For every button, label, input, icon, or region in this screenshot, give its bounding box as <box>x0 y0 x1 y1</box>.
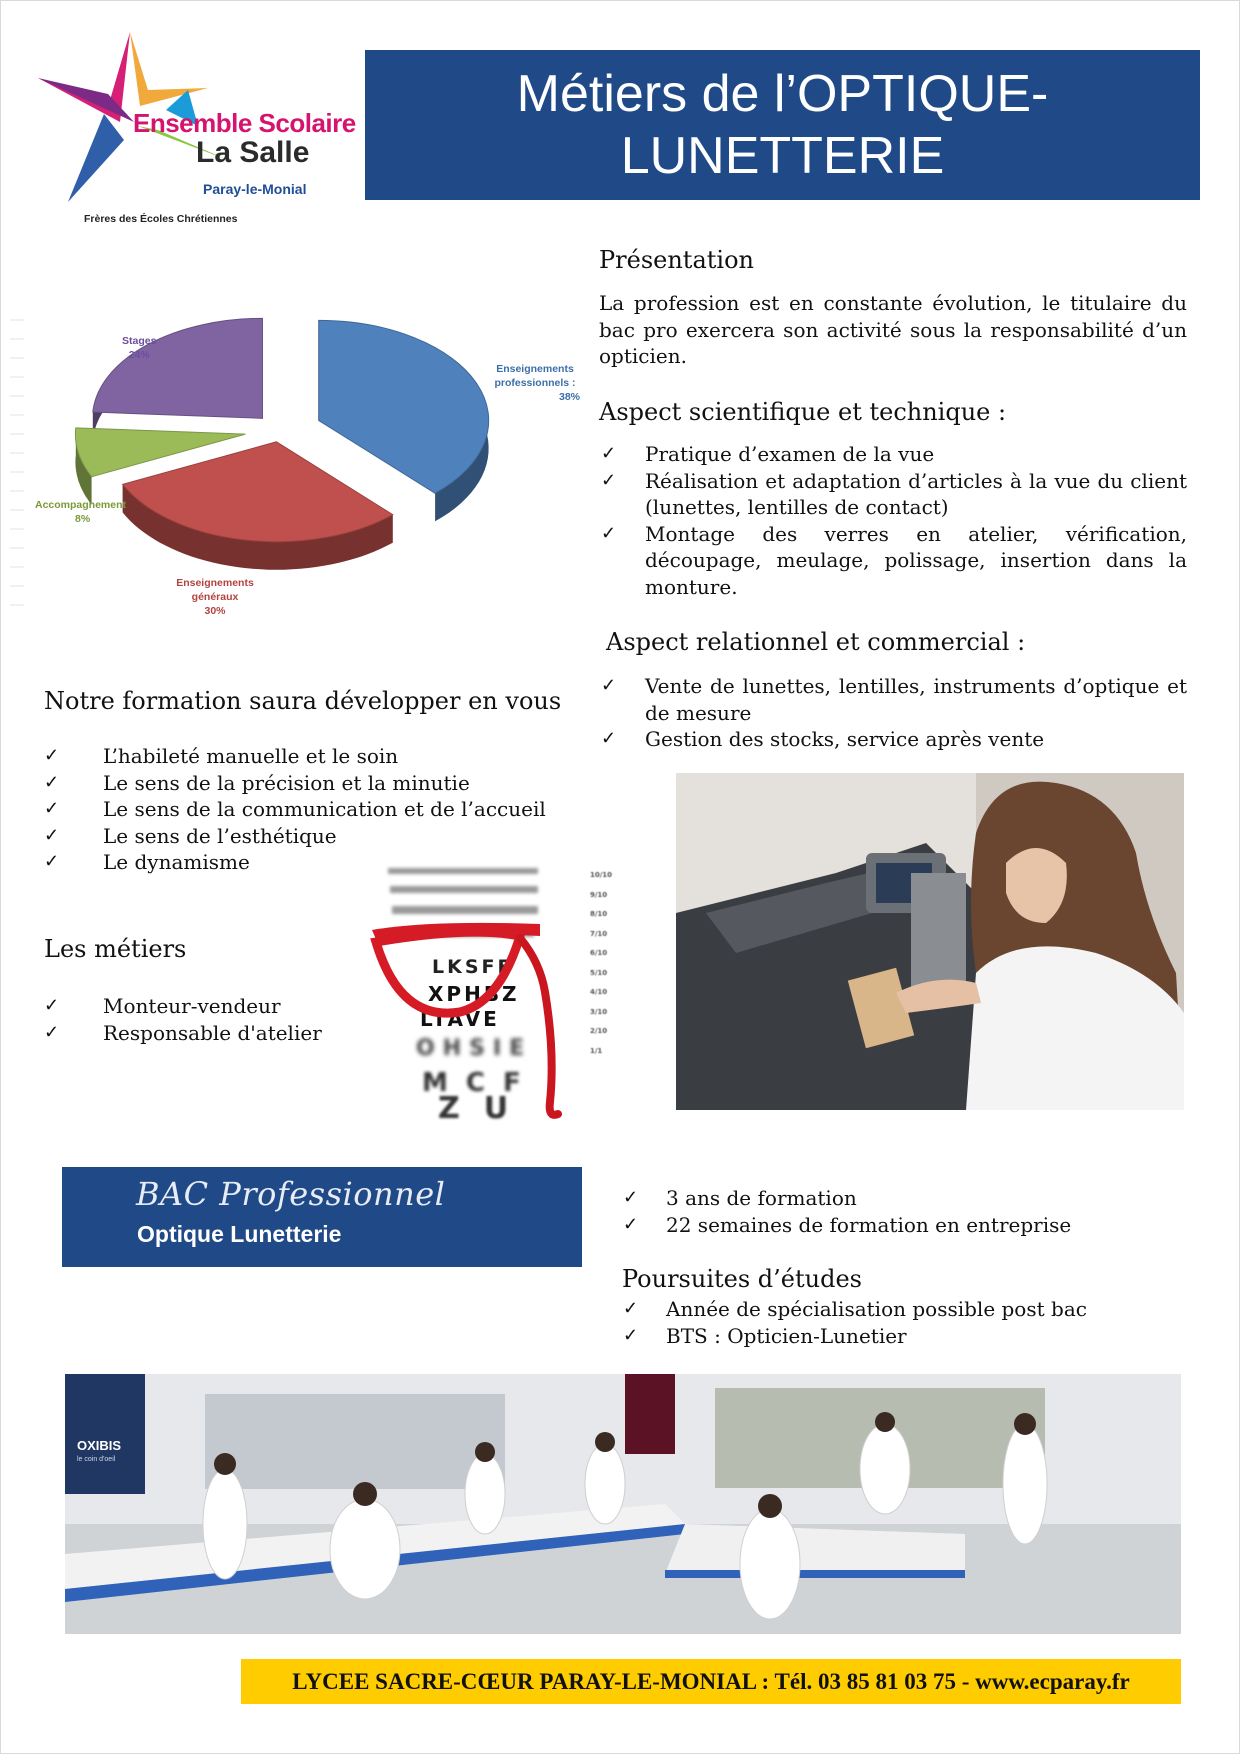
eye-chart-row: XPHBZ <box>428 982 520 1006</box>
list-item: ✓ Année de spécialisation possible post bac <box>623 1296 1183 1323</box>
pie-label-accompagnement: Accompagnement 8% <box>35 499 127 525</box>
list-item: ✓ Gestion des stocks, service après vente <box>601 726 1187 753</box>
logo-line3: Paray-le-Monial <box>203 181 307 197</box>
classroom-graphic <box>65 1374 1181 1634</box>
classroom-photo <box>65 1374 1181 1634</box>
poster-tagline: le coin d'oeil <box>77 1456 116 1463</box>
logo-line2: La Salle <box>196 136 310 169</box>
pie-slice <box>93 318 263 418</box>
eye-chart-scores: 10/10 9/10 8/10 7/10 6/10 5/10 4/10 3/10 2/10 1/1 <box>590 871 613 1055</box>
eye-chart-row: OHSIE <box>416 1036 533 1061</box>
pie-label-stages: Stages 24% <box>122 335 157 361</box>
logo-line1: Ensemble Scolaire <box>133 108 356 138</box>
title-line2: LUNETTERIE <box>620 127 945 185</box>
pie-label-generaux: Enseignements généraux 30% <box>176 577 254 617</box>
logo-line4: Frères des Écoles Chrétiennes <box>84 213 238 225</box>
student-machine-photo <box>676 773 1184 1110</box>
eye-chart-image <box>370 862 635 1126</box>
bac-subtitle: Optique Lunetterie <box>137 1221 342 1247</box>
list-item: ✓ Monteur-vendeur <box>44 993 364 1020</box>
red-glasses-icon <box>370 862 635 1126</box>
poster-brand: OXIBIS <box>77 1438 122 1453</box>
list-item: ✓ L’habileté manuelle et le soin <box>44 743 584 770</box>
eye-chart-row: LTAVE <box>420 1007 500 1031</box>
footer-contact: LYCEE SACRE-CŒUR PARAY-LE-MONIAL : Tél. 03 85 81 03 75 - www.ecparay.fr <box>241 1659 1181 1704</box>
pie-label-professionnels: Enseignements professionnels : 38% <box>494 363 580 403</box>
list-item: ✓ 3 ans de formation <box>623 1185 1183 1212</box>
pie-chart-svg <box>10 310 580 630</box>
formation-list <box>44 743 584 876</box>
list-item: ✓ 22 semaines de formation en entreprise <box>623 1212 1183 1239</box>
scientific-list <box>601 441 1187 600</box>
list-item: ✓ Le dynamisme <box>44 849 584 876</box>
student-machine-graphic <box>676 773 1184 1110</box>
duration-list <box>623 1185 1183 1238</box>
relational-heading: Aspect relationnel et commercial : <box>606 628 1026 656</box>
eye-chart-row: MCF <box>422 1068 539 1098</box>
list-item: ✓ BTS : Opticien-Lunetier <box>623 1323 1183 1350</box>
list-item: ✓ Réalisation et adaptation d’articles à la vue du client (lunettes, lentilles de contact) <box>601 468 1187 521</box>
poursuites-heading: Poursuites d’études <box>622 1265 862 1293</box>
list-item: ✓ Le sens de la communication et de l’accueil <box>44 796 584 823</box>
pie-chart <box>10 310 580 630</box>
metiers-list <box>44 993 364 1046</box>
poursuites-list <box>623 1296 1183 1349</box>
eye-chart-row: LKSFE <box>432 956 514 978</box>
bac-title: BAC Professionnel <box>136 1175 446 1213</box>
list-item: ✓ Le sens de l’esthétique <box>44 823 584 850</box>
pie-slice <box>319 320 489 493</box>
title-banner <box>365 50 1200 200</box>
relational-list <box>601 673 1187 753</box>
metiers-heading: Les métiers <box>44 935 187 963</box>
list-item: ✓ Pratique d’examen de la vue <box>601 441 1187 468</box>
presentation-text: La profession est en constante évolution, le titulaire du bac pro exercera son activité sous la responsabilité d’un opticien. <box>599 291 1187 368</box>
list-item: ✓ Montage des verres en atelier, vérification, découpage, meulage, polissage, insertion dans la monture. <box>601 521 1187 601</box>
bac-banner <box>62 1167 582 1267</box>
eye-chart-row: ZU <box>438 1091 533 1126</box>
formation-heading: Notre formation saura développer en vous <box>44 687 562 715</box>
list-item: ✓ Responsable d'atelier <box>44 1020 364 1047</box>
list-item: ✓ Le sens de la précision et la minutie <box>44 770 584 797</box>
title-line1: Métiers de l’OPTIQUE- <box>516 65 1049 123</box>
list-item: ✓ Vente de lunettes, lentilles, instruments d’optique et de mesure <box>601 673 1187 726</box>
scientific-heading: Aspect scientifique et technique : <box>599 398 1007 426</box>
presentation-heading: Présentation <box>599 246 754 274</box>
